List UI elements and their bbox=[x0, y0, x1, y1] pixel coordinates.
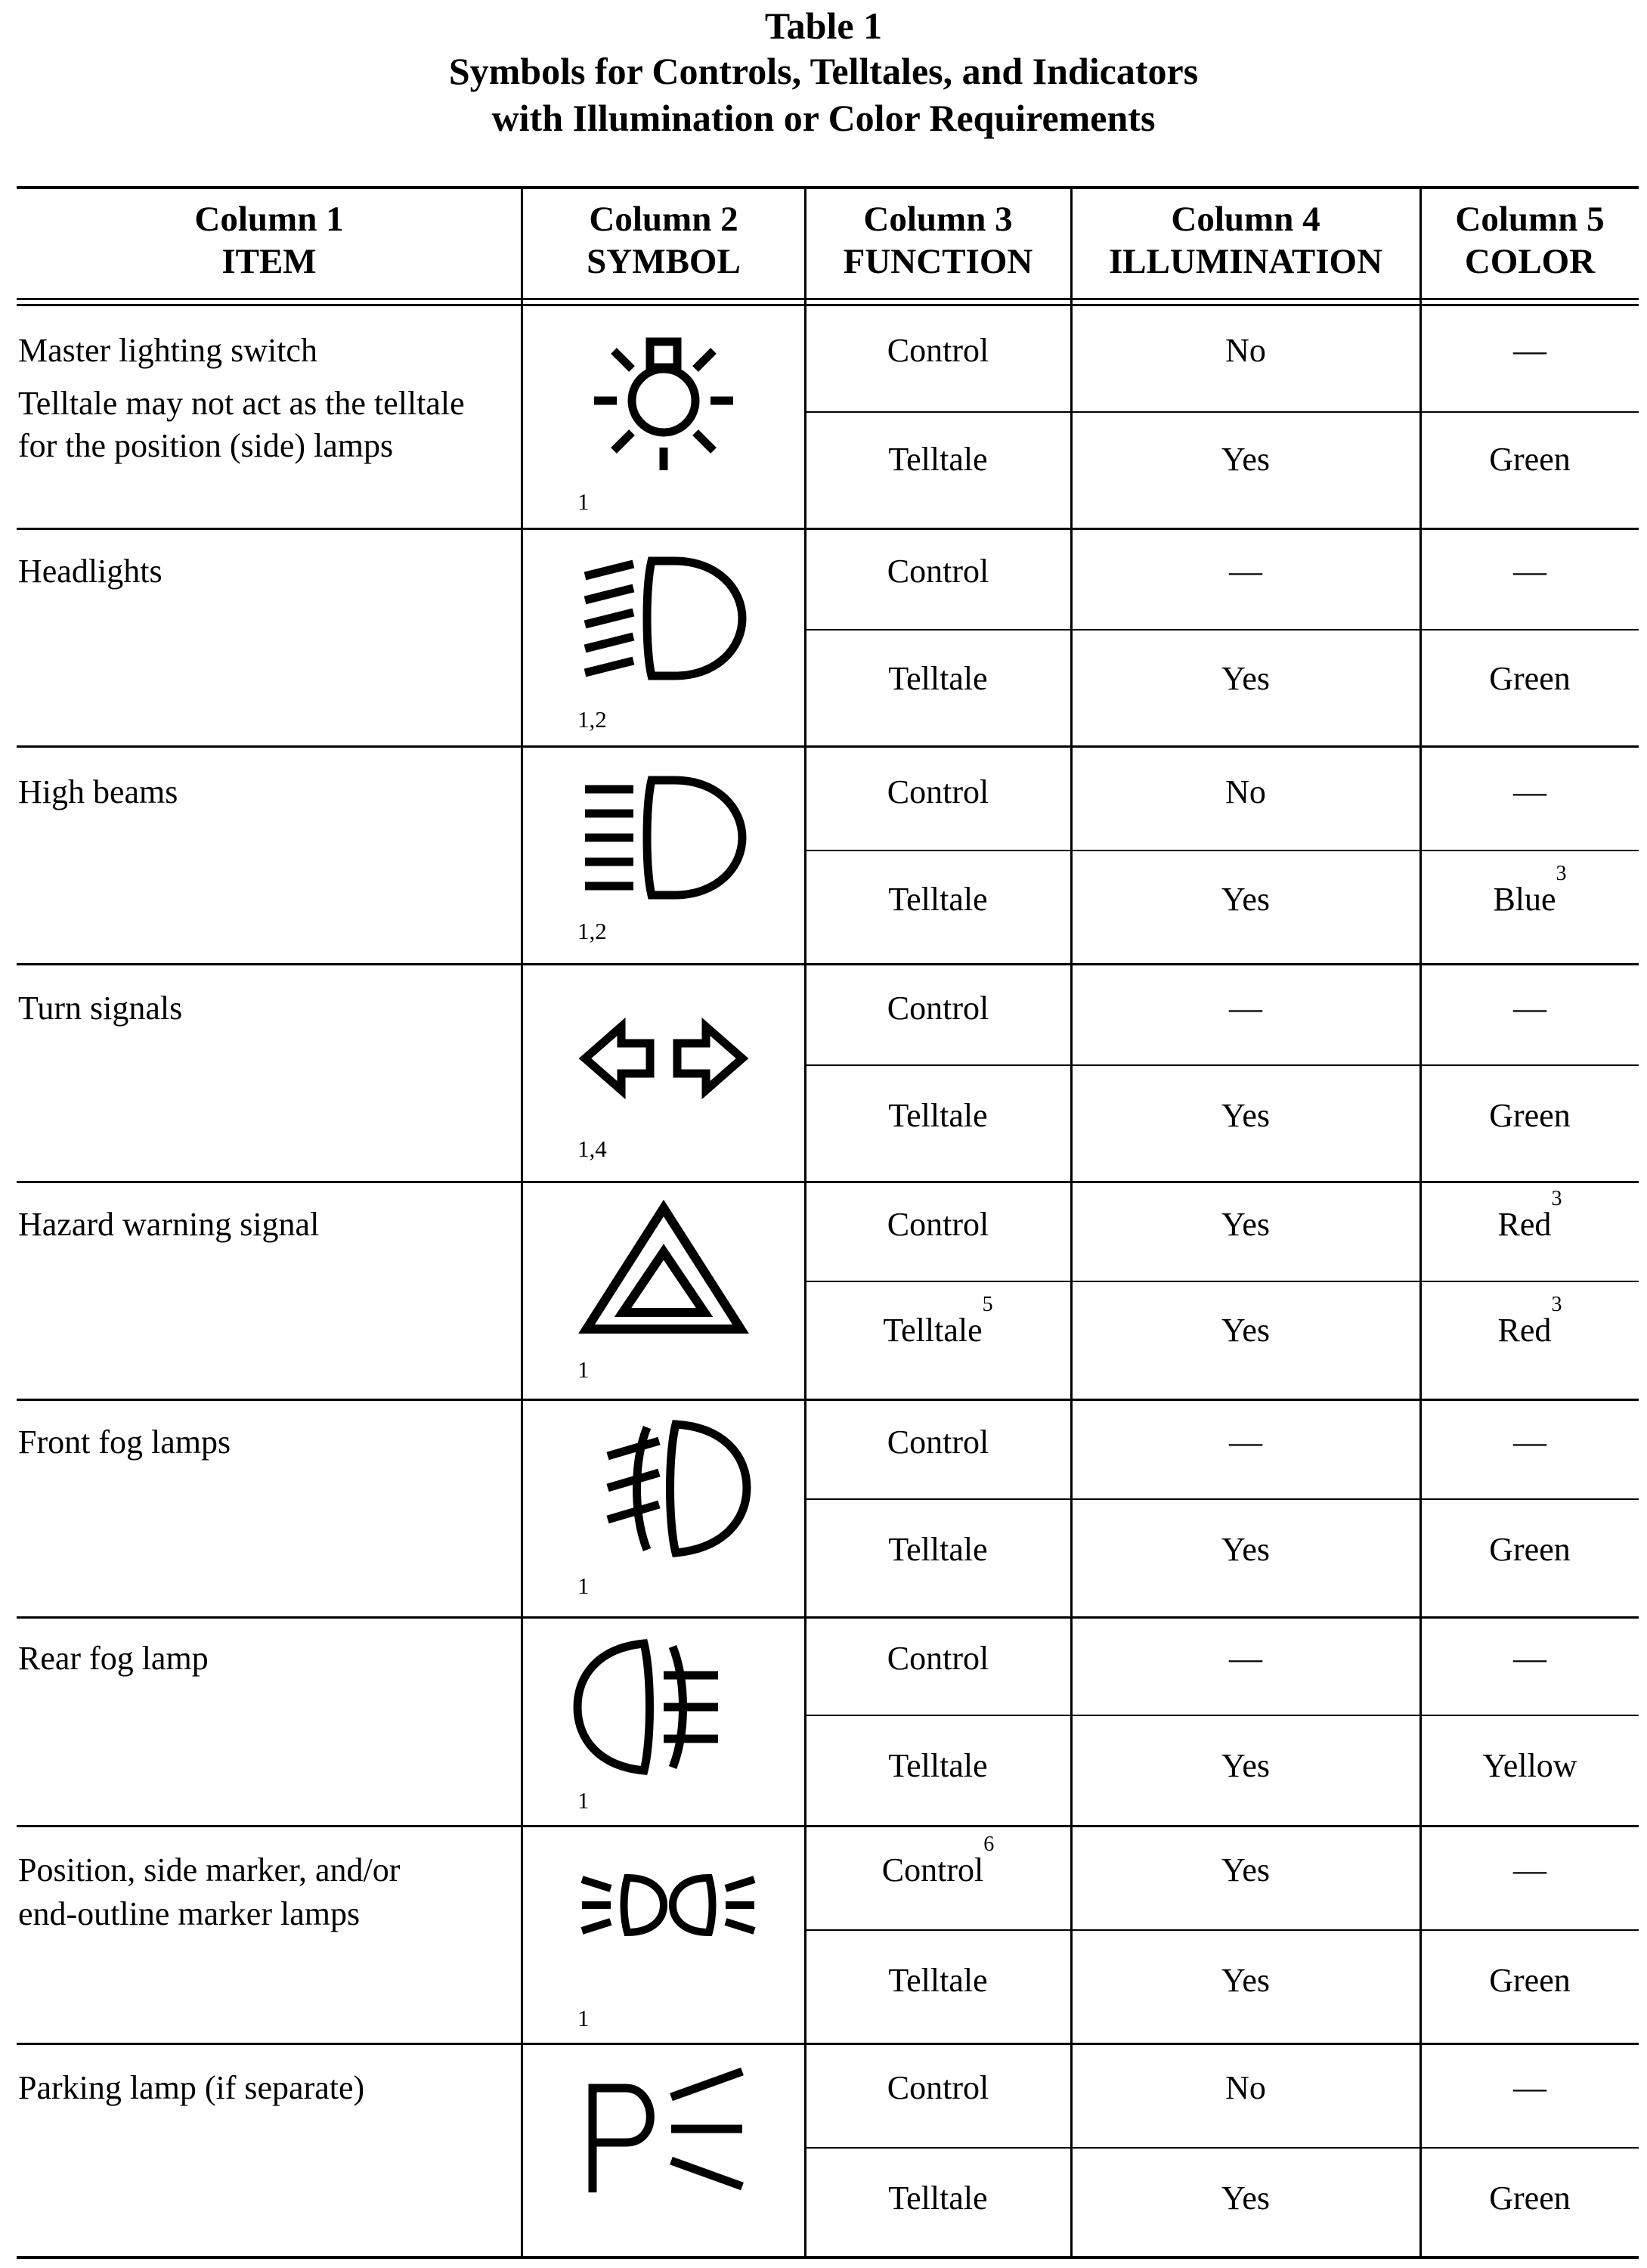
function-cell: Telltale bbox=[888, 2180, 988, 2217]
row-rule bbox=[17, 1616, 1639, 1619]
row-rule bbox=[17, 1181, 1639, 1183]
illumination-cell: Yes bbox=[1221, 1962, 1271, 1999]
color-footnote: 3 bbox=[1551, 1187, 1562, 1210]
function-cell: Control bbox=[887, 1206, 989, 1243]
item-note: Telltale may not act as the telltale for the position (side) lamps bbox=[18, 385, 465, 464]
function-cell: Control bbox=[887, 773, 989, 810]
headlights-icon bbox=[523, 544, 804, 696]
symbol-footnote: 1,2 bbox=[577, 706, 607, 733]
column-header-2-line2: SYMBOL bbox=[587, 242, 741, 281]
illumination-cell: Yes bbox=[1221, 1531, 1271, 1568]
illumination-cell: — bbox=[1229, 553, 1262, 590]
column-header-5 bbox=[1421, 198, 1639, 283]
item-label: Front fog lamps bbox=[18, 1424, 231, 1461]
item-label: Rear fog lamp bbox=[18, 1640, 209, 1677]
column-header-5-line2: COLOR bbox=[1464, 242, 1596, 281]
header-rule-2 bbox=[17, 304, 1639, 306]
color-cell: Green bbox=[1489, 441, 1571, 478]
front-fog-lamps-icon bbox=[523, 1409, 804, 1568]
table-title: Table 1 bbox=[764, 5, 883, 47]
row-rule bbox=[17, 1399, 1639, 1401]
color-value: Red bbox=[1497, 1206, 1552, 1243]
item-label: Position, side marker, and/or bbox=[18, 1851, 401, 1888]
sub-row-rule bbox=[806, 1929, 1639, 1931]
column-header-4 bbox=[1072, 198, 1419, 283]
item-label: Turn signals bbox=[18, 990, 183, 1027]
color-cell: Green bbox=[1489, 2180, 1571, 2217]
column-header-4-line1: Column 4 bbox=[1171, 200, 1320, 239]
function-cell: Control bbox=[887, 553, 989, 590]
item-label: Master lighting switch bbox=[18, 332, 317, 369]
illumination-cell: — bbox=[1229, 990, 1262, 1027]
row-rule bbox=[17, 2043, 1639, 2045]
turn-signals-icon bbox=[523, 983, 804, 1134]
item-label-line2: end-outline marker lamps bbox=[18, 1895, 361, 1932]
function-cell: Control bbox=[887, 990, 989, 1027]
color-cell: — bbox=[1513, 2069, 1546, 2106]
function-value: Telltale bbox=[883, 1312, 983, 1349]
color-cell: — bbox=[1513, 553, 1546, 590]
illumination-cell: — bbox=[1229, 1640, 1262, 1677]
symbol-footnote: 1 bbox=[577, 1356, 590, 1383]
illumination-cell: Yes bbox=[1221, 1097, 1271, 1134]
color-footnote: 3 bbox=[1551, 1293, 1562, 1316]
table-bottom-rule bbox=[17, 2256, 1639, 2259]
item-label: High beams bbox=[18, 773, 178, 810]
function-cell: Telltale bbox=[888, 1747, 988, 1784]
color-cell: Green bbox=[1489, 1097, 1571, 1134]
column-header-3-line2: FUNCTION bbox=[843, 242, 1033, 281]
item-label: Hazard warning signal bbox=[18, 1206, 320, 1243]
color-cell bbox=[1421, 1187, 1639, 1246]
function-cell: Control bbox=[887, 2069, 989, 2106]
color-cell: — bbox=[1513, 332, 1546, 369]
color-footnote: 3 bbox=[1556, 862, 1567, 885]
illumination-cell: — bbox=[1229, 1424, 1262, 1461]
symbol-footnote: 1 bbox=[577, 488, 590, 515]
function-footnote: 6 bbox=[983, 1833, 995, 1856]
parking-lamp-icon bbox=[523, 2061, 804, 2212]
illumination-cell: Yes bbox=[1221, 1747, 1271, 1784]
column-header-1-line2: ITEM bbox=[221, 242, 317, 281]
rear-fog-lamp-icon bbox=[523, 1627, 804, 1786]
sub-row-rule bbox=[806, 1064, 1639, 1066]
function-cell: Control bbox=[887, 332, 989, 369]
row-rule bbox=[17, 528, 1639, 530]
function-value: Control bbox=[881, 1851, 984, 1888]
column-header-2 bbox=[523, 198, 804, 283]
illumination-cell: Yes bbox=[1221, 881, 1271, 918]
color-cell: Green bbox=[1489, 660, 1571, 697]
sub-row-rule bbox=[806, 1281, 1639, 1282]
function-cell: Telltale bbox=[888, 1531, 988, 1568]
item-label: Parking lamp (if separate) bbox=[18, 2069, 365, 2106]
color-cell bbox=[1421, 862, 1639, 921]
color-value: Red bbox=[1497, 1312, 1552, 1349]
column-header-3 bbox=[806, 198, 1070, 283]
row-rule bbox=[17, 1825, 1639, 1827]
column-header-5-line1: Column 5 bbox=[1455, 200, 1605, 239]
symbol-footnote: 1,4 bbox=[577, 1136, 607, 1162]
sub-row-rule bbox=[806, 850, 1639, 851]
illumination-cell: No bbox=[1225, 773, 1266, 810]
illumination-cell: Yes bbox=[1221, 660, 1271, 697]
function-cell: Telltale bbox=[888, 441, 988, 478]
color-cell: Yellow bbox=[1482, 1747, 1577, 1784]
function-cell: Telltale bbox=[888, 660, 988, 697]
color-value: Blue bbox=[1493, 881, 1556, 918]
column-header-4-line2: ILLUMINATION bbox=[1108, 242, 1383, 281]
table-subtitle-line1: Symbols for Controls, Telltales, and Indicators bbox=[448, 50, 1199, 92]
color-cell: — bbox=[1513, 1640, 1546, 1677]
function-cell: Telltale bbox=[888, 1962, 988, 1999]
function-cell: Telltale bbox=[888, 881, 988, 918]
master-lighting-switch-icon bbox=[523, 325, 804, 484]
color-cell: Green bbox=[1489, 1962, 1571, 1999]
function-cell bbox=[806, 1833, 1070, 1892]
symbol-footnote: 1 bbox=[577, 2005, 590, 2031]
column-header-3-line1: Column 3 bbox=[863, 200, 1013, 239]
hazard-warning-icon bbox=[523, 1194, 804, 1346]
function-cell bbox=[806, 1293, 1070, 1352]
function-cell: Telltale bbox=[888, 1097, 988, 1134]
column-header-1 bbox=[17, 198, 522, 283]
color-cell: — bbox=[1513, 1851, 1546, 1888]
illumination-cell: Yes bbox=[1221, 1312, 1271, 1349]
illumination-cell: Yes bbox=[1221, 441, 1271, 478]
sub-row-rule bbox=[806, 2147, 1639, 2149]
row-rule bbox=[17, 963, 1639, 965]
sub-row-rule bbox=[806, 411, 1639, 413]
color-cell: Green bbox=[1489, 1531, 1571, 1568]
table-subtitle-line2: with Illumination or Color Requirements bbox=[491, 97, 1156, 139]
color-cell: — bbox=[1513, 990, 1546, 1027]
illumination-cell: Yes bbox=[1221, 1851, 1271, 1888]
function-cell: Control bbox=[887, 1640, 989, 1677]
illumination-cell: Yes bbox=[1221, 1206, 1271, 1243]
sub-row-rule bbox=[806, 1498, 1639, 1500]
row-rule bbox=[17, 745, 1639, 748]
column-header-2-line1: Column 2 bbox=[589, 200, 738, 239]
symbol-footnote: 1 bbox=[577, 1572, 590, 1599]
column-header-1-line1: Column 1 bbox=[194, 200, 344, 239]
sub-row-rule bbox=[806, 629, 1639, 631]
function-cell: Control bbox=[887, 1424, 989, 1461]
illumination-cell: No bbox=[1225, 332, 1266, 369]
illumination-cell: Yes bbox=[1221, 2180, 1271, 2217]
color-cell: — bbox=[1513, 773, 1546, 810]
function-footnote: 5 bbox=[982, 1293, 993, 1316]
color-cell bbox=[1421, 1293, 1639, 1352]
sub-row-rule bbox=[806, 1715, 1639, 1716]
color-cell: — bbox=[1513, 1424, 1546, 1461]
position-marker-lamps-icon bbox=[523, 1845, 804, 1966]
symbol-footnote: 1,2 bbox=[577, 918, 607, 944]
item-label: Headlights bbox=[18, 553, 163, 590]
symbol-footnote: 1 bbox=[577, 1787, 590, 1814]
illumination-cell: No bbox=[1225, 2069, 1266, 2106]
high-beams-icon bbox=[523, 764, 804, 915]
header-rule-1 bbox=[17, 298, 1639, 300]
table-top-rule bbox=[17, 186, 1639, 189]
